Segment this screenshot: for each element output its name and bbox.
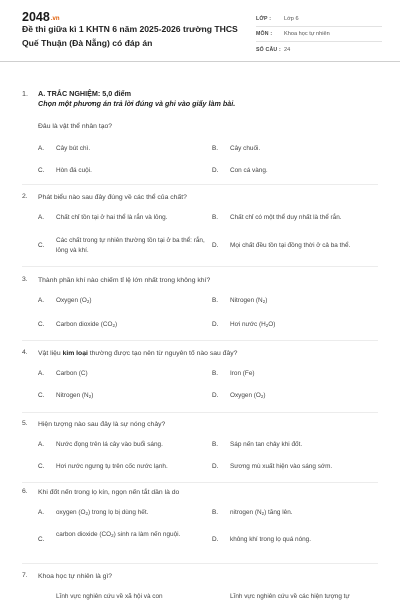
site-logo[interactable]: 2048.vn bbox=[22, 10, 60, 24]
question-text: Khi đốt nến trong lọ kín, ngọn nến tắt dần là do bbox=[38, 489, 180, 496]
meta-row-subject bbox=[256, 27, 382, 42]
question-number: 1. bbox=[22, 89, 28, 98]
meta-table bbox=[256, 12, 382, 57]
question-text: Phát biểu nào sau đây đúng về các thể của chất? bbox=[38, 194, 187, 201]
meta-value: Lớp 6 bbox=[284, 16, 299, 22]
divider bbox=[22, 340, 378, 341]
document-page: 2048.vn Đề thi giữa kì 1 KHTN 6 năm 2025-2026 trường THCS Quế Thuận (Đà Nẵng) có đáp án LỚP : Lớp 6 MÔN : Khoa học tự nhiên SỐ CÂU : 24 1. A. TRẮC NGHIỆM: 5,0 điểm Chọn một phương án trả lời đúng và ghi vào giấy làm bài. Đâu là vật thể nhân tạo? A. Cây bút chì. B. Cây chuối. C. Hòn đá cuội. D. Con cá vàng. 2. Phát biểu nào sau đây đúng về các thể của chất? A. Chất chỉ tồn tại ở hai thể là rắn và lỏng. B. Chất chỉ có một thể duy nhất là thể rắn. C. Các chất trong tự nhiên thường tồn tại ở ba thể: rắn, lỏng và khí. D. Mọi chất đều tồn tại đồng thời ở cả ba thể. 3. Thành phần khí nào chiếm tỉ lệ lớn nhất trong không khí? A. Oxygen $(O_2)$ B. Nitrogen $(N_2)$ C. Carbon dioxide $(CO_2)$ D. Hơi nước $(H_2O)$ 4. Vật liệu kim loại thường được tạo nên từ nguyên tố nào sau đây? A. Carbon (C) B. Iron (Fe) C. Nitrogen $(N_2)$ D. Oxygen $(O_2)$ 5. Hiện tượng nào sau đây là sự nóng chảy? A. Nước đọng trên lá cây vào buổi sáng. B. Sáp nến tan chảy khi đốt. C. Hơi nước ngưng tụ trên cốc nước lạnh. D. Sương mù xuất hiện vào sáng sớm. 6. Khi đốt nến trong lọ kín, ngọn nến tắt dần là do A. oxygen $(O_2)$ trong lọ bị dùng hết. B. nitrogen $(N_2)$ tăng lên. C. carbon dioxide $(CO_2)$ sinh ra làm nến nguội. D. không khí trong lọ quá nóng. 7. Khoa học tự nhiên là gì? Lĩnh vực nghiên cứu về xã hội và con Lĩnh vực nghiên cứu về các hiện tượng tự bbox=[0, 0, 400, 600]
divider bbox=[22, 563, 378, 564]
question-number: 3. bbox=[22, 276, 28, 283]
meta-row-count bbox=[256, 42, 382, 57]
question-text: Đâu là vật thể nhân tạo? bbox=[38, 123, 113, 130]
meta-value: 24 bbox=[284, 46, 291, 53]
question-number: 6. bbox=[22, 488, 28, 495]
page-header bbox=[0, 0, 400, 62]
section-title: A. TRẮC NGHIỆM: 5,0 điểm bbox=[38, 89, 132, 98]
question-text: Vật liệu kim loại thường được tạo nên từ nguyên tố nào sau đây? bbox=[38, 350, 238, 357]
meta-label: SỐ CÂU : bbox=[256, 46, 281, 53]
question-text: Thành phần khí nào chiếm tỉ lệ lớn nhất trong không khí? bbox=[38, 277, 211, 284]
meta-label: MÔN : bbox=[256, 31, 273, 37]
divider bbox=[22, 184, 378, 185]
question-text: Hiện tượng nào sau đây là sự nóng chảy? bbox=[38, 421, 166, 428]
meta-value: Khoa học tự nhiên bbox=[284, 31, 330, 37]
section-instruction: Chọn một phương án trả lời đúng và ghi vào giấy làm bài. bbox=[38, 99, 236, 108]
option-c[interactable]: C. Các chất trong tự nhiên thường tồn tại ở ba thể: rắn, lỏng và khí. bbox=[38, 237, 205, 254]
divider bbox=[22, 482, 378, 483]
question-number: 4. bbox=[22, 349, 28, 356]
option-c[interactable]: C. carbon dioxide $(CO_2)$ sinh ra làm nến nguội. bbox=[38, 531, 181, 543]
meta-label: LỚP : bbox=[256, 16, 272, 22]
document-title: Đề thi giữa kì 1 KHTN 6 năm 2025-2026 trường THCS Quế Thuận (Đà Nẵng) có đáp án bbox=[22, 24, 238, 48]
question-number: 7. bbox=[22, 572, 28, 579]
question-number: 2. bbox=[22, 193, 28, 200]
meta-row-class bbox=[256, 12, 382, 27]
question-number: 5. bbox=[22, 420, 28, 427]
question-text: Khoa học tự nhiên là gì? bbox=[38, 573, 113, 580]
divider bbox=[22, 266, 378, 267]
divider bbox=[22, 412, 378, 413]
